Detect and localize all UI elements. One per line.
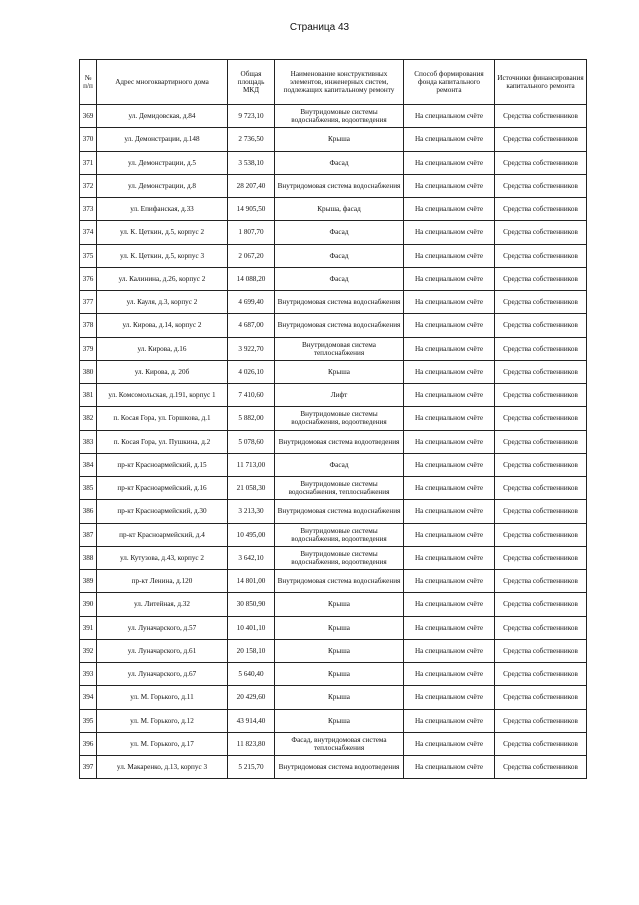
cell-fund-method: На специальном счёте — [404, 546, 495, 569]
cell-address: ул. Луначарского, д.57 — [97, 616, 228, 639]
cell-number: 392 — [80, 639, 97, 662]
cell-fund-method: На специальном счёте — [404, 360, 495, 383]
cell-funding-source: Средства собственников — [495, 732, 587, 755]
cell-area: 14 905,50 — [228, 198, 275, 221]
cell-address: пр-кт Ленина, д.120 — [97, 570, 228, 593]
cell-address: ул. Калинина, д.26, корпус 2 — [97, 267, 228, 290]
cell-funding-source: Средства собственников — [495, 756, 587, 779]
table-row — [80, 756, 587, 779]
cell-elements: Внутридомовые системы водоснабжения, водоотведения — [275, 546, 404, 569]
cell-elements: Лифт — [275, 384, 404, 407]
cell-area: 5 882,00 — [228, 407, 275, 430]
cell-fund-method: На специальном счёте — [404, 756, 495, 779]
cell-number: 391 — [80, 616, 97, 639]
cell-elements: Фасад — [275, 453, 404, 476]
cell-address: ул. Демонстрации, д.5 — [97, 151, 228, 174]
cell-address: ул. Демонстрации, д.148 — [97, 128, 228, 151]
cell-fund-method: На специальном счёте — [404, 198, 495, 221]
table-row — [80, 314, 587, 337]
cell-area: 20 158,10 — [228, 639, 275, 662]
cell-address: ул. Кутузова, д.43, корпус 2 — [97, 546, 228, 569]
cell-elements: Крыша — [275, 709, 404, 732]
header-address: Адрес многоквартирного дома — [97, 60, 228, 105]
table-row — [80, 523, 587, 546]
cell-number: 385 — [80, 477, 97, 500]
header-fund-method: Способ формирования фонда капитального ремонта — [404, 60, 495, 105]
cell-funding-source: Средства собственников — [495, 453, 587, 476]
cell-elements: Внутридомовые системы водоснабжения, водоотведения — [275, 105, 404, 128]
table-body — [80, 105, 587, 779]
cell-address: ул. Луначарского, д.61 — [97, 639, 228, 662]
cell-elements: Фасад — [275, 221, 404, 244]
cell-number: 386 — [80, 500, 97, 523]
cell-address: ул. Комсомольская, д.191, корпус 1 — [97, 384, 228, 407]
cell-number: 370 — [80, 128, 97, 151]
cell-area: 43 914,40 — [228, 709, 275, 732]
cell-fund-method: На специальном счёте — [404, 221, 495, 244]
cell-address: ул. Литейная, д.32 — [97, 593, 228, 616]
table-row — [80, 291, 587, 314]
cell-address: ул. Кирова, д. 20б — [97, 360, 228, 383]
cell-number: 381 — [80, 384, 97, 407]
table-row — [80, 337, 587, 360]
cell-number: 374 — [80, 221, 97, 244]
cell-number: 389 — [80, 570, 97, 593]
cell-fund-method: На специальном счёте — [404, 314, 495, 337]
table-row — [80, 639, 587, 662]
cell-elements: Фасад — [275, 244, 404, 267]
cell-funding-source: Средства собственников — [495, 244, 587, 267]
cell-area: 1 807,70 — [228, 221, 275, 244]
cell-area: 10 495,00 — [228, 523, 275, 546]
cell-area: 10 401,10 — [228, 616, 275, 639]
cell-fund-method: На специальном счёте — [404, 337, 495, 360]
cell-number: 377 — [80, 291, 97, 314]
cell-number: 390 — [80, 593, 97, 616]
cell-address: ул. М. Горького, д.17 — [97, 732, 228, 755]
cell-address: ул. М. Горького, д.11 — [97, 686, 228, 709]
cell-area: 30 850,90 — [228, 593, 275, 616]
page-title: Страница 43 — [289, 22, 350, 33]
cell-address: ул. Епифанская, д.33 — [97, 198, 228, 221]
cell-area: 2 736,50 — [228, 128, 275, 151]
cell-funding-source: Средства собственников — [495, 360, 587, 383]
table-row — [80, 151, 587, 174]
cell-funding-source: Средства собственников — [495, 477, 587, 500]
cell-number: 396 — [80, 732, 97, 755]
cell-area: 4 026,10 — [228, 360, 275, 383]
table-row — [80, 709, 587, 732]
cell-number: 375 — [80, 244, 97, 267]
table-row — [80, 453, 587, 476]
cell-number: 371 — [80, 151, 97, 174]
cell-area: 3 213,30 — [228, 500, 275, 523]
cell-area: 5 640,40 — [228, 663, 275, 686]
cell-number: 372 — [80, 174, 97, 197]
cell-elements: Крыша — [275, 128, 404, 151]
cell-address: ул. К. Цеткин, д.5, корпус 3 — [97, 244, 228, 267]
cell-fund-method: На специальном счёте — [404, 453, 495, 476]
header-number: № п/п — [80, 60, 97, 105]
table-row — [80, 244, 587, 267]
cell-fund-method: На специальном счёте — [404, 593, 495, 616]
cell-area: 11 713,00 — [228, 453, 275, 476]
cell-fund-method: На специальном счёте — [404, 477, 495, 500]
cell-funding-source: Средства собственников — [495, 105, 587, 128]
cell-funding-source: Средства собственников — [495, 314, 587, 337]
cell-address: ул. М. Горького, д.12 — [97, 709, 228, 732]
cell-number: 373 — [80, 198, 97, 221]
cell-funding-source: Средства собственников — [495, 663, 587, 686]
cell-elements: Внутридомовые системы водоснабжения, водоотведения — [275, 407, 404, 430]
cell-number: 397 — [80, 756, 97, 779]
table-row — [80, 174, 587, 197]
cell-fund-method: На специальном счёте — [404, 384, 495, 407]
cell-address: ул. Демонстрации, д.8 — [97, 174, 228, 197]
cell-area: 5 215,70 — [228, 756, 275, 779]
cell-area: 20 429,60 — [228, 686, 275, 709]
cell-area: 21 058,30 — [228, 477, 275, 500]
table-row — [80, 360, 587, 383]
cell-area: 2 067,20 — [228, 244, 275, 267]
cell-address: ул. Кауля, д.3, корпус 2 — [97, 291, 228, 314]
cell-area: 28 207,40 — [228, 174, 275, 197]
cell-fund-method: На специальном счёте — [404, 686, 495, 709]
table-row — [80, 477, 587, 500]
cell-fund-method: На специальном счёте — [404, 709, 495, 732]
cell-number: 388 — [80, 546, 97, 569]
cell-address: ул. Кирова, д.16 — [97, 337, 228, 360]
cell-area: 11 823,80 — [228, 732, 275, 755]
cell-number: 395 — [80, 709, 97, 732]
header-area: Общая площадь МКД — [228, 60, 275, 105]
cell-address: ул. Демидовская, д.84 — [97, 105, 228, 128]
cell-number: 380 — [80, 360, 97, 383]
cell-fund-method: На специальном счёте — [404, 663, 495, 686]
table-row — [80, 570, 587, 593]
cell-elements: Внутридомовая система водоснабжения — [275, 570, 404, 593]
cell-number: 384 — [80, 453, 97, 476]
cell-area: 3 922,70 — [228, 337, 275, 360]
cell-number: 394 — [80, 686, 97, 709]
cell-elements: Крыша, фасад — [275, 198, 404, 221]
cell-fund-method: На специальном счёте — [404, 639, 495, 662]
cell-funding-source: Средства собственников — [495, 639, 587, 662]
table-row — [80, 221, 587, 244]
cell-fund-method: На специальном счёте — [404, 407, 495, 430]
cell-number: 376 — [80, 267, 97, 290]
cell-elements: Крыша — [275, 663, 404, 686]
cell-number: 382 — [80, 407, 97, 430]
table-row — [80, 546, 587, 569]
cell-funding-source: Средства собственников — [495, 151, 587, 174]
cell-elements: Фасад — [275, 267, 404, 290]
cell-elements: Крыша — [275, 686, 404, 709]
table-row — [80, 663, 587, 686]
table-row — [80, 686, 587, 709]
table-row — [80, 500, 587, 523]
cell-funding-source: Средства собственников — [495, 686, 587, 709]
cell-fund-method: На специальном счёте — [404, 500, 495, 523]
cell-fund-method: На специальном счёте — [404, 267, 495, 290]
table-header — [80, 60, 587, 105]
cell-elements: Внутридомовая система водоотведения — [275, 756, 404, 779]
cell-number: 369 — [80, 105, 97, 128]
cell-fund-method: На специальном счёте — [404, 732, 495, 755]
cell-fund-method: На специальном счёте — [404, 291, 495, 314]
table-row — [80, 430, 587, 453]
cell-address: ул. Макаренко, д.13, корпус 3 — [97, 756, 228, 779]
cell-fund-method: На специальном счёте — [404, 523, 495, 546]
cell-elements: Внутридомовые системы водоснабжения, теплоснабжения — [275, 477, 404, 500]
cell-area: 3 642,10 — [228, 546, 275, 569]
cell-elements: Фасад, внутридомовая система теплоснабжения — [275, 732, 404, 755]
cell-fund-method: На специальном счёте — [404, 151, 495, 174]
cell-funding-source: Средства собственников — [495, 384, 587, 407]
cell-number: 393 — [80, 663, 97, 686]
table-row — [80, 616, 587, 639]
cell-elements: Внутридомовая система водоснабжения — [275, 291, 404, 314]
cell-funding-source: Средства собственников — [495, 570, 587, 593]
cell-number: 379 — [80, 337, 97, 360]
cell-area: 7 410,60 — [228, 384, 275, 407]
cell-fund-method: На специальном счёте — [404, 244, 495, 267]
cell-address: ул. Луначарского, д.67 — [97, 663, 228, 686]
cell-number: 378 — [80, 314, 97, 337]
cell-funding-source: Средства собственников — [495, 523, 587, 546]
cell-fund-method: На специальном счёте — [404, 128, 495, 151]
repair-table — [79, 59, 587, 779]
cell-funding-source: Средства собственников — [495, 291, 587, 314]
cell-funding-source: Средства собственников — [495, 500, 587, 523]
cell-address: пр-кт Красноармейский, д.4 — [97, 523, 228, 546]
cell-funding-source: Средства собственников — [495, 709, 587, 732]
cell-area: 5 078,60 — [228, 430, 275, 453]
cell-number: 387 — [80, 523, 97, 546]
table-row — [80, 732, 587, 755]
cell-address: пр-кт Красноармейский, д.15 — [97, 453, 228, 476]
cell-funding-source: Средства собственников — [495, 128, 587, 151]
cell-area: 9 723,10 — [228, 105, 275, 128]
table-row — [80, 267, 587, 290]
table-row — [80, 384, 587, 407]
header-funding-source: Источники финансирования капитального ремонта — [495, 60, 587, 105]
table-row — [80, 105, 587, 128]
cell-address: ул. К. Цеткин, д.5, корпус 2 — [97, 221, 228, 244]
cell-address: п. Косая Гора, ул. Пушкина, д.2 — [97, 430, 228, 453]
cell-area: 3 538,10 — [228, 151, 275, 174]
cell-address: ул. Кирова, д.14, корпус 2 — [97, 314, 228, 337]
table-row — [80, 593, 587, 616]
table-row — [80, 407, 587, 430]
cell-area: 14 801,00 — [228, 570, 275, 593]
cell-fund-method: На специальном счёте — [404, 105, 495, 128]
cell-elements: Внутридомовая система теплоснабжения — [275, 337, 404, 360]
cell-elements: Крыша — [275, 593, 404, 616]
cell-area: 4 687,00 — [228, 314, 275, 337]
cell-elements: Внутридомовая система водоснабжения — [275, 500, 404, 523]
cell-elements: Крыша — [275, 639, 404, 662]
cell-fund-method: На специальном счёте — [404, 570, 495, 593]
table-row — [80, 128, 587, 151]
cell-fund-method: На специальном счёте — [404, 430, 495, 453]
cell-address: п. Косая Гора, ул. Горшкова, д.1 — [97, 407, 228, 430]
cell-elements: Крыша — [275, 616, 404, 639]
cell-elements: Внутридомовая система водоотведения — [275, 430, 404, 453]
cell-elements: Внутридомовая система водоснабжения — [275, 174, 404, 197]
cell-funding-source: Средства собственников — [495, 174, 587, 197]
cell-funding-source: Средства собственников — [495, 337, 587, 360]
cell-elements: Крыша — [275, 360, 404, 383]
cell-elements: Фасад — [275, 151, 404, 174]
cell-funding-source: Средства собственников — [495, 198, 587, 221]
table-row — [80, 198, 587, 221]
cell-address: пр-кт Красноармейский, д.30 — [97, 500, 228, 523]
cell-fund-method: На специальном счёте — [404, 616, 495, 639]
header-elements: Наименование конструктивных элементов, инженерных систем, подлежащих капитальному ремонту — [275, 60, 404, 105]
cell-fund-method: На специальном счёте — [404, 174, 495, 197]
cell-address: пр-кт Красноармейский, д.16 — [97, 477, 228, 500]
cell-area: 14 088,20 — [228, 267, 275, 290]
cell-funding-source: Средства собственников — [495, 430, 587, 453]
cell-area: 4 699,40 — [228, 291, 275, 314]
cell-funding-source: Средства собственников — [495, 267, 587, 290]
cell-funding-source: Средства собственников — [495, 221, 587, 244]
cell-funding-source: Средства собственников — [495, 593, 587, 616]
cell-number: 383 — [80, 430, 97, 453]
cell-funding-source: Средства собственников — [495, 407, 587, 430]
cell-elements: Внутридомовая система водоснабжения — [275, 314, 404, 337]
cell-elements: Внутридомовые системы водоснабжения, водоотведения — [275, 523, 404, 546]
cell-funding-source: Средства собственников — [495, 616, 587, 639]
cell-funding-source: Средства собственников — [495, 546, 587, 569]
